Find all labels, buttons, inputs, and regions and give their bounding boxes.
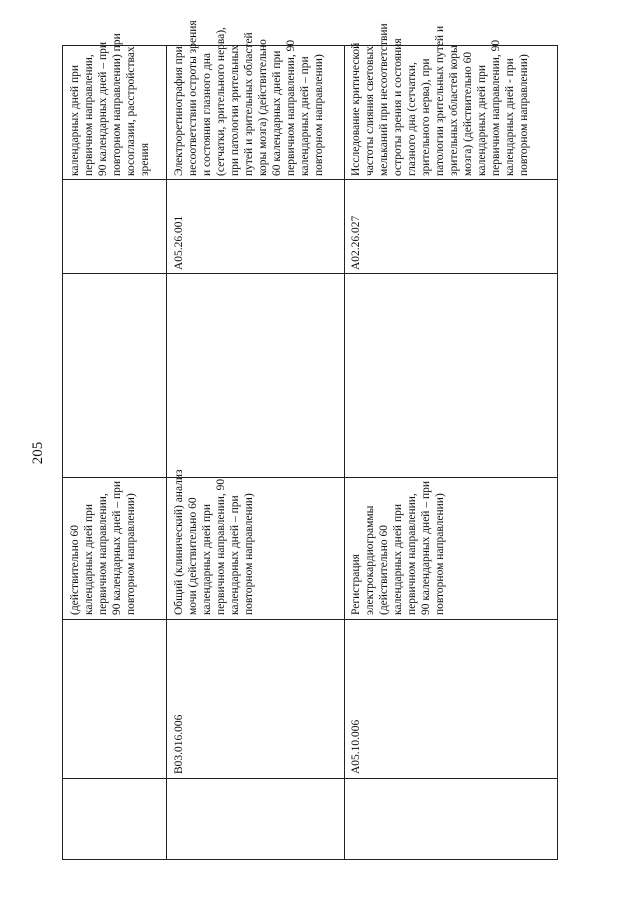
row-separator bbox=[166, 45, 167, 860]
row-0-service: (действительно 60 календарных дней при первичном направлении, 90 календарных дней – при повторном направлении) bbox=[69, 480, 137, 615]
table-bottom-border bbox=[557, 45, 558, 860]
row-0-service-2: календарных дней при первичном направлении, 90 календарных дней – при повторном направлении) при косоглазии, расстройствах зрения bbox=[69, 33, 151, 176]
table-left-border bbox=[62, 859, 558, 860]
row-2-code-2: A02.26.027 bbox=[350, 215, 362, 270]
column-separator bbox=[62, 778, 558, 779]
row-1-service-2: Электроретинография при несоответствии остроты зрения и состояния глазного дна (сетчатки, зрительного нерва), при патологии зрительных путей и зрительных областей коры мозга) (действительно 60 календарных дней при первичном направлении, 90 календарных дней – при повторном направлении) bbox=[173, 20, 325, 176]
column-separator bbox=[62, 179, 558, 180]
row-1-service: Общий (клинический) анализ мочи (действительно 60 календарных дней при первичном направлении, 90 календарных дней – при повторном направлении) bbox=[173, 469, 255, 615]
services-table bbox=[62, 20, 558, 860]
column-separator bbox=[62, 273, 558, 274]
row-2-service: Регистрация электрокардиограммы (действительно 60 календарных дней при первичном направлении, 90 календарных дней – при повторном направлении) bbox=[350, 480, 446, 615]
table-top-border bbox=[62, 45, 63, 860]
column-separator bbox=[62, 619, 558, 620]
row-1-code: B03.016.006 bbox=[173, 714, 185, 774]
row-2-code: A05.10.006 bbox=[350, 719, 362, 774]
row-separator bbox=[344, 45, 345, 860]
page-number: 205 bbox=[30, 441, 46, 465]
row-2-service-2: Исследование критической частоты слияния световых мельканий при несоответствии остроты зрения и состояния глазного дна (сетчатки, зрительного нерва), при патологии зрительных путей и зрительных областей коры мозга) (действительно 60 календарных дней при первичном направлении, 90 календарных дней - при повторном направлении) bbox=[350, 23, 530, 176]
row-1-code-2: A05.26.001 bbox=[173, 215, 185, 270]
column-separator bbox=[62, 477, 558, 478]
